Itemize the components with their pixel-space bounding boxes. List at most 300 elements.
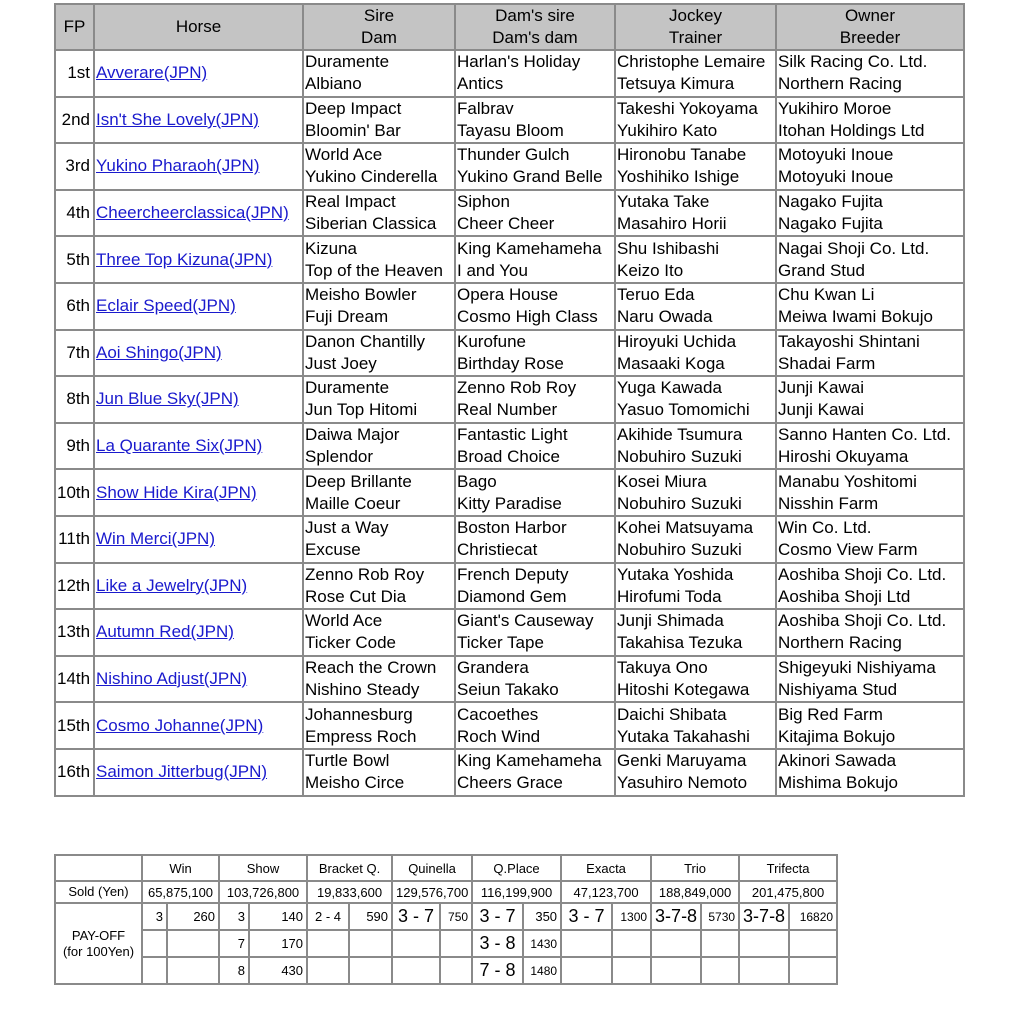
jockey: Hironobu Tanabe — [617, 145, 747, 165]
horse-link[interactable]: Eclair Speed(JPN) — [96, 296, 236, 316]
table-row — [55, 656, 964, 703]
header-owner: Owner — [844, 6, 896, 25]
dams-sire: Opera House — [457, 285, 559, 305]
winning-combination: 3 - 7 — [561, 903, 612, 930]
finish-position: 14th — [55, 656, 94, 703]
breeder: Cosmo View Farm — [778, 540, 918, 560]
horse-cell — [94, 376, 303, 423]
winning-combination: 3 — [142, 903, 167, 930]
sold-amount: 19,833,600 — [307, 881, 392, 903]
owner-breeder-cell — [776, 50, 964, 97]
winning-combination — [392, 957, 440, 984]
sire-dam-cell — [303, 236, 455, 283]
payoff-amount: 16820 — [789, 903, 837, 930]
dams-dam: Christiecat — [457, 540, 538, 560]
dam: Ticker Code — [305, 633, 397, 653]
sold-amount: 103,726,800 — [219, 881, 307, 903]
results-header-row — [55, 4, 964, 50]
horse-link[interactable]: Isn't She Lovely(JPN) — [96, 109, 259, 129]
jockey: Takuya Ono — [617, 658, 708, 678]
jockey: Christophe Lemaire — [617, 52, 766, 72]
header-trainer: Trainer — [668, 28, 723, 47]
jockey: Takeshi Yokoyama — [617, 98, 758, 118]
sire-dam-cell — [303, 702, 455, 749]
sire-dam-cell — [303, 516, 455, 563]
horse-cell — [94, 423, 303, 470]
trainer: Yasuo Tomomichi — [617, 400, 750, 420]
dam: Meisho Circe — [305, 773, 405, 793]
horse-cell — [94, 469, 303, 516]
dams-dam: Seiun Takako — [457, 680, 559, 700]
finish-position: 4th — [55, 190, 94, 237]
sold-amount: 201,475,800 — [739, 881, 837, 903]
sire-dam-cell — [303, 749, 455, 796]
jockey-trainer-cell — [615, 236, 776, 283]
sold-amount: 47,123,700 — [561, 881, 651, 903]
dam: Nishino Steady — [305, 680, 420, 700]
sire-dam-cell — [303, 469, 455, 516]
sold-row — [55, 881, 837, 903]
jockey: Shu Ishibashi — [617, 238, 720, 258]
damsire-damdam-cell — [455, 516, 615, 563]
jockey: Yuga Kawada — [617, 378, 722, 398]
dams-sire: Fantastic Light — [457, 425, 568, 445]
owner-breeder-cell — [776, 236, 964, 283]
payoff-amount: 170 — [249, 930, 307, 957]
sire: Reach the Crown — [305, 658, 437, 678]
breeder: Kitajima Bokujo — [778, 726, 896, 746]
horse-link[interactable]: Cheercheerclassica(JPN) — [96, 203, 289, 223]
sire: Daiwa Major — [305, 425, 400, 445]
payoff-amount — [440, 957, 472, 984]
horse-link[interactable]: Aoi Shingo(JPN) — [96, 342, 222, 362]
jockey: Yutaka Take — [617, 192, 710, 212]
horse-link[interactable]: Yukino Pharaoh(JPN) — [96, 156, 260, 176]
dams-dam: Yukino Grand Belle — [457, 167, 603, 187]
header-jockey-trainer — [615, 4, 776, 50]
trainer: Takahisa Tezuka — [617, 633, 743, 653]
header-sire: Sire — [363, 6, 395, 25]
damsire-damdam-cell — [455, 236, 615, 283]
owner-breeder-cell — [776, 702, 964, 749]
payoff-amount — [701, 957, 739, 984]
payoff-amount: 590 — [349, 903, 392, 930]
jockey-trainer-cell — [615, 563, 776, 610]
header-dam: Dam — [361, 28, 397, 47]
owner-breeder-cell — [776, 330, 964, 377]
payoff-amount — [349, 930, 392, 957]
sire-dam-cell — [303, 609, 455, 656]
finish-position: 8th — [55, 376, 94, 423]
winning-combination — [142, 957, 167, 984]
sire: Danon Chantilly — [305, 331, 426, 351]
dams-dam: Broad Choice — [457, 447, 561, 467]
table-row — [55, 190, 964, 237]
owner: Junji Kawai — [778, 378, 864, 398]
sold-amount: 65,875,100 — [142, 881, 219, 903]
finish-position: 16th — [55, 749, 94, 796]
owner: Manabu Yoshitomi — [778, 471, 917, 491]
trainer: Tetsuya Kimura — [617, 74, 735, 94]
jockey: Kohei Matsuyama — [617, 518, 754, 538]
sire-dam-cell — [303, 97, 455, 144]
bet-type-header: Quinella — [392, 855, 472, 881]
finish-position: 2nd — [55, 97, 94, 144]
owner-breeder-cell — [776, 516, 964, 563]
dams-dam: Roch Wind — [457, 726, 541, 746]
sire: World Ace — [305, 145, 383, 165]
dams-dam: Real Number — [457, 400, 558, 420]
jockey-trainer-cell — [615, 609, 776, 656]
table-row — [55, 97, 964, 144]
owner: Nagai Shoji Co. Ltd. — [778, 238, 930, 258]
payoff-amount: 350 — [523, 903, 561, 930]
table-row — [55, 50, 964, 97]
damsire-damdam-cell — [455, 702, 615, 749]
damsire-damdam-cell — [455, 609, 615, 656]
bet-type-header: Bracket Q. — [307, 855, 392, 881]
dams-sire: Giant's Causeway — [457, 611, 594, 631]
sire: Deep Brillante — [305, 471, 412, 491]
winning-combination: 7 - 8 — [472, 957, 523, 984]
bet-type-header: Trio — [651, 855, 739, 881]
trainer: Nobuhiro Suzuki — [617, 493, 742, 513]
owner: Win Co. Ltd. — [778, 518, 872, 538]
jockey-trainer-cell — [615, 469, 776, 516]
horse-link[interactable]: Three Top Kizuna(JPN) — [96, 249, 273, 269]
winning-combination: 7 — [219, 930, 249, 957]
horse-cell — [94, 283, 303, 330]
owner: Nagako Fujita — [778, 192, 883, 212]
dams-dam: Ticker Tape — [457, 633, 544, 653]
horse-cell — [94, 516, 303, 563]
dam: Splendor — [305, 447, 374, 467]
horse-cell — [94, 330, 303, 377]
dams-sire: Bago — [457, 471, 497, 491]
winning-combination: 3 - 7 — [472, 903, 523, 930]
sire: Real Impact — [305, 192, 396, 212]
jockey-trainer-cell — [615, 283, 776, 330]
payoff-amount: 5730 — [701, 903, 739, 930]
sire-dam-cell — [303, 143, 455, 190]
payoff-row — [55, 957, 837, 984]
jockey: Teruo Eda — [617, 285, 695, 305]
breeder: Hiroshi Okuyama — [778, 447, 909, 467]
winning-combination — [561, 930, 612, 957]
header-dams-sire: Dam's sire — [495, 6, 575, 25]
finish-position: 15th — [55, 702, 94, 749]
dam: Rose Cut Dia — [305, 586, 407, 606]
sire-dam-cell — [303, 563, 455, 610]
table-row — [55, 283, 964, 330]
finish-position: 13th — [55, 609, 94, 656]
sire: Meisho Bowler — [305, 285, 417, 305]
table-row — [55, 330, 964, 377]
payoff-corner — [55, 855, 142, 881]
dams-dam: Cheers Grace — [457, 773, 563, 793]
horse-link[interactable]: Avverare(JPN) — [96, 63, 208, 83]
payoff-label-line1: PAY-OFF — [71, 927, 126, 943]
owner: Aoshiba Shoji Co. Ltd. — [778, 564, 947, 584]
trainer: Yutaka Takahashi — [617, 726, 750, 746]
jockey-trainer-cell — [615, 749, 776, 796]
jockey-trainer-cell — [615, 330, 776, 377]
damsire-damdam-cell — [455, 749, 615, 796]
payoff-amount — [167, 957, 219, 984]
dams-sire: Grandera — [457, 658, 529, 678]
finish-position: 12th — [55, 563, 94, 610]
trainer: Yasuhiro Nemoto — [617, 773, 748, 793]
jockey-trainer-cell — [615, 656, 776, 703]
trainer: Yukihiro Kato — [617, 120, 718, 140]
dam: Siberian Classica — [305, 214, 437, 234]
breeder: Shadai Farm — [778, 353, 876, 373]
bet-type-header: Exacta — [561, 855, 651, 881]
owner-breeder-cell — [776, 376, 964, 423]
winning-combination — [307, 957, 349, 984]
dam: Top of the Heaven — [305, 260, 443, 280]
trainer: Hirofumi Toda — [617, 586, 722, 606]
dams-dam: I and You — [457, 260, 528, 280]
owner: Aoshiba Shoji Co. Ltd. — [778, 611, 947, 631]
owner: Sanno Hanten Co. Ltd. — [778, 425, 951, 445]
dams-dam: Cheer Cheer — [457, 214, 555, 234]
sire-dam-cell — [303, 330, 455, 377]
table-row — [55, 749, 964, 796]
owner: Chu Kwan Li — [778, 285, 875, 305]
dam: Maille Coeur — [305, 493, 401, 513]
dams-dam: Cosmo High Class — [457, 307, 598, 327]
payoff-row — [55, 903, 837, 930]
payoff-amount: 1430 — [523, 930, 561, 957]
winning-combination: 2 - 4 — [307, 903, 349, 930]
dams-dam: Birthday Rose — [457, 353, 564, 373]
trainer: Masaaki Koga — [617, 353, 725, 373]
dams-sire: Falbrav — [457, 98, 514, 118]
trainer: Yoshihiko Ishige — [617, 167, 740, 187]
trainer: Nobuhiro Suzuki — [617, 447, 742, 467]
owner: Yukihiro Moroe — [778, 98, 892, 118]
owner: Shigeyuki Nishiyama — [778, 658, 936, 678]
winning-combination — [561, 957, 612, 984]
jockey-trainer-cell — [615, 516, 776, 563]
payoff-amount — [789, 930, 837, 957]
dams-sire: Boston Harbor — [457, 518, 567, 538]
jockey: Hiroyuki Uchida — [617, 331, 737, 351]
finish-position: 6th — [55, 283, 94, 330]
breeder: Meiwa Iwami Bokujo — [778, 307, 933, 327]
horse-link[interactable]: Jun Blue Sky(JPN) — [96, 389, 239, 409]
dams-dam: Kitty Paradise — [457, 493, 562, 513]
sire: Just a Way — [305, 518, 389, 538]
sire: Duramente — [305, 378, 390, 398]
horse-link[interactable]: Nishino Adjust(JPN) — [96, 669, 248, 689]
payoff-amount — [701, 930, 739, 957]
horse-cell — [94, 143, 303, 190]
sire: Deep Impact — [305, 98, 402, 118]
sold-amount: 116,199,900 — [472, 881, 561, 903]
damsire-damdam-cell — [455, 563, 615, 610]
jockey: Akihide Tsumura — [617, 425, 743, 445]
owner-breeder-cell — [776, 423, 964, 470]
winning-combination — [651, 930, 701, 957]
header-fp: FP — [55, 4, 94, 50]
damsire-damdam-cell — [455, 283, 615, 330]
breeder: Nagako Fujita — [778, 214, 883, 234]
payoff-label-line2: (for 100Yen) — [62, 943, 135, 959]
horse-cell — [94, 97, 303, 144]
jockey: Kosei Miura — [617, 471, 707, 491]
damsire-damdam-cell — [455, 423, 615, 470]
header-sire-dam — [303, 4, 455, 50]
payoff-label — [55, 903, 142, 984]
table-row — [55, 609, 964, 656]
dams-sire: Zenno Rob Roy — [457, 378, 577, 398]
finish-position: 9th — [55, 423, 94, 470]
breeder: Nishiyama Stud — [778, 680, 898, 700]
horse-link[interactable]: Autumn Red(JPN) — [96, 622, 234, 642]
horse-link[interactable]: Cosmo Johanne(JPN) — [96, 715, 264, 735]
breeder: Northern Racing — [778, 74, 902, 94]
jockey: Yutaka Yoshida — [617, 564, 734, 584]
winning-combination — [651, 957, 701, 984]
payoff-row — [55, 930, 837, 957]
payoff-table — [54, 854, 838, 985]
winning-combination — [142, 930, 167, 957]
sire: World Ace — [305, 611, 383, 631]
bet-type-header: Q.Place — [472, 855, 561, 881]
owner-breeder-cell — [776, 656, 964, 703]
damsire-damdam-cell — [455, 190, 615, 237]
trainer: Hitoshi Kotegawa — [617, 680, 750, 700]
dam: Excuse — [305, 540, 361, 560]
horse-cell — [94, 50, 303, 97]
trainer: Masahiro Horii — [617, 214, 727, 234]
finish-position: 11th — [55, 516, 94, 563]
breeder: Northern Racing — [778, 633, 902, 653]
trainer: Keizo Ito — [617, 260, 684, 280]
jockey-trainer-cell — [615, 143, 776, 190]
horse-link[interactable]: Saimon Jitterbug(JPN) — [96, 762, 268, 782]
header-dams-dam: Dam's dam — [492, 28, 578, 47]
owner-breeder-cell — [776, 563, 964, 610]
breeder: Motoyuki Inoue — [778, 167, 894, 187]
header-owner-breeder — [776, 4, 964, 50]
dams-sire: Thunder Gulch — [457, 145, 570, 165]
damsire-damdam-cell — [455, 143, 615, 190]
owner: Takayoshi Shintani — [778, 331, 920, 351]
sire: Johannesburg — [305, 704, 413, 724]
dams-dam: Antics — [457, 74, 504, 94]
dams-sire: King Kamehameha — [457, 751, 602, 771]
payoff-amount — [789, 957, 837, 984]
winning-combination: 3 - 7 — [392, 903, 440, 930]
sire: Turtle Bowl — [305, 751, 390, 771]
jockey-trainer-cell — [615, 190, 776, 237]
dams-sire: Kurofune — [457, 331, 526, 351]
damsire-damdam-cell — [455, 376, 615, 423]
table-row — [55, 702, 964, 749]
table-row — [55, 469, 964, 516]
owner-breeder-cell — [776, 97, 964, 144]
header-jockey: Jockey — [669, 6, 722, 25]
owner: Motoyuki Inoue — [778, 145, 894, 165]
jockey-trainer-cell — [615, 50, 776, 97]
breeder: Grand Stud — [778, 260, 865, 280]
horse-cell — [94, 609, 303, 656]
breeder: Aoshiba Shoji Ltd — [778, 586, 911, 606]
header-breeder: Breeder — [839, 28, 901, 47]
winning-combination: 3-7-8 — [739, 903, 789, 930]
winning-combination: 3 — [219, 903, 249, 930]
payoff-header-row — [55, 855, 837, 881]
winning-combination: 3 - 8 — [472, 930, 523, 957]
dam: Jun Top Hitomi — [305, 400, 418, 420]
horse-cell — [94, 656, 303, 703]
payoff-amount: 140 — [249, 903, 307, 930]
trainer: Naru Owada — [617, 307, 713, 327]
sold-amount: 188,849,000 — [651, 881, 739, 903]
finish-position: 1st — [55, 50, 94, 97]
payoff-amount — [612, 930, 651, 957]
horse-link[interactable]: Show Hide Kira(JPN) — [96, 482, 257, 502]
breeder: Nisshin Farm — [778, 493, 879, 513]
finish-position: 7th — [55, 330, 94, 377]
table-row — [55, 143, 964, 190]
owner: Big Red Farm — [778, 704, 883, 724]
dams-sire: Harlan's Holiday — [457, 52, 581, 72]
breeder: Junji Kawai — [778, 400, 864, 420]
winning-combination: 8 — [219, 957, 249, 984]
table-row — [55, 376, 964, 423]
dam: Fuji Dream — [305, 307, 389, 327]
winning-combination — [307, 930, 349, 957]
payoff-amount — [612, 957, 651, 984]
horse-link[interactable]: Win Merci(JPN) — [96, 529, 215, 549]
payoff-amount: 430 — [249, 957, 307, 984]
table-row — [55, 423, 964, 470]
payoff-amount — [349, 957, 392, 984]
owner-breeder-cell — [776, 749, 964, 796]
breeder: Mishima Bokujo — [778, 773, 898, 793]
table-row — [55, 516, 964, 563]
sire-dam-cell — [303, 656, 455, 703]
winning-combination: 3-7-8 — [651, 903, 701, 930]
sire-dam-cell — [303, 376, 455, 423]
sire-dam-cell — [303, 190, 455, 237]
jockey: Genki Maruyama — [617, 751, 747, 771]
race-results-table — [54, 3, 965, 797]
owner-breeder-cell — [776, 143, 964, 190]
damsire-damdam-cell — [455, 469, 615, 516]
sold-label: Sold (Yen) — [55, 881, 142, 903]
finish-position: 5th — [55, 236, 94, 283]
owner-breeder-cell — [776, 469, 964, 516]
damsire-damdam-cell — [455, 50, 615, 97]
jockey-trainer-cell — [615, 423, 776, 470]
sire-dam-cell — [303, 423, 455, 470]
horse-cell — [94, 749, 303, 796]
horse-link[interactable]: Like a Jewelry(JPN) — [96, 575, 248, 595]
payoff-amount: 750 — [440, 903, 472, 930]
winning-combination — [739, 957, 789, 984]
sire-dam-cell — [303, 50, 455, 97]
dams-sire: Siphon — [457, 192, 510, 212]
owner-breeder-cell — [776, 609, 964, 656]
sire: Kizuna — [305, 238, 357, 258]
horse-link[interactable]: La Quarante Six(JPN) — [96, 436, 263, 456]
owner-breeder-cell — [776, 283, 964, 330]
